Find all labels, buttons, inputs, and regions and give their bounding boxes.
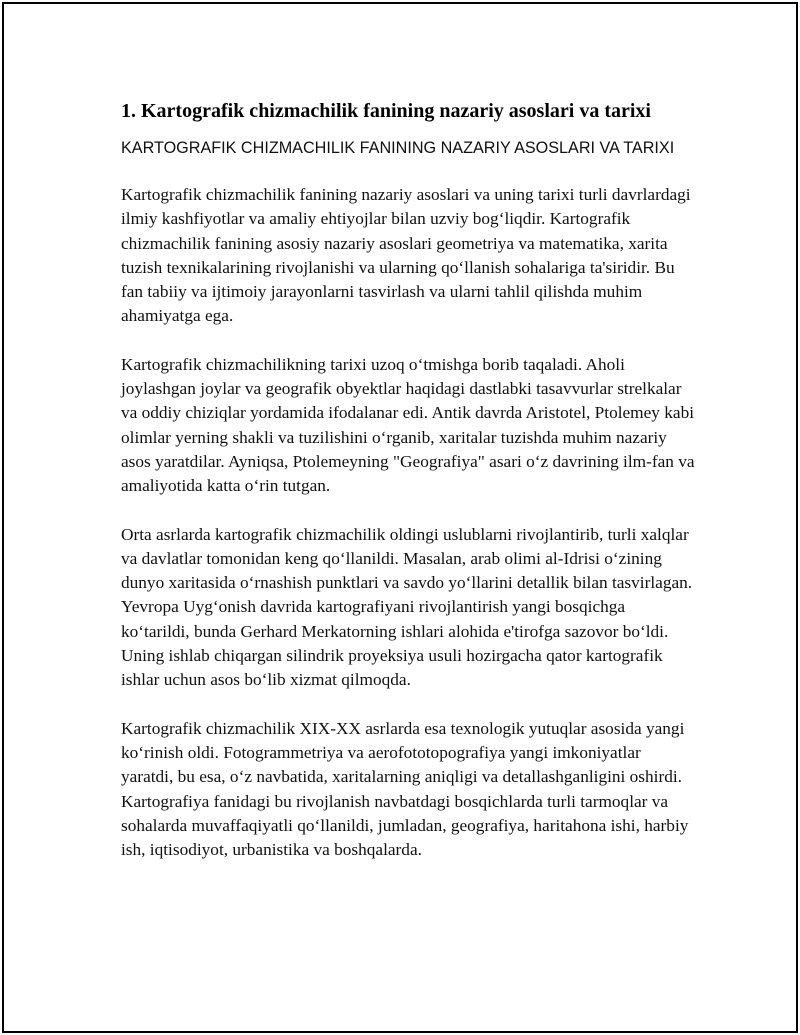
document-heading: 1. Kartografik chizmachilik fanining nazariy asoslari va tarixi xyxy=(121,100,651,122)
paragraph-intro: Kartografik chizmachilik fanining nazariy asoslari va uning tarixi turli davrlardagi ilmiy kashfiyotlar va amaliy ehtiyojlar bilan uzviy bog‘liqdir. Kartografik chizmachilik fanining asosiy nazariy asoslari geometriya va matematika, xarita tuzish texnikalarining rivojlanishi va ularning qo‘llanish sohalariga ta'siridir. Bu fan tabiiy va ijtimoiy jarayonlarni tasvirlash va ularni tahlil qilishda muhim ahamiyatga ega. xyxy=(121,185,691,326)
page-frame xyxy=(2,2,798,1033)
paragraph-history: Kartografik chizmachilikning tarixi uzoq o‘tmishga borib taqaladi. Aholi joylashgan joylar va geografik obyektlar haqidagi dastlabki tasavvurlar strelkalar va oddiy chiziqlar yordamida ifodalanar edi. Antik davrda Aristotel, Ptolemey kabi olimlar yerning shakli va tuzilishini o‘rganib, xaritalar tuzishda muhim nazariy asos yaratdilar. Ayniqsa, Ptolemeyning "Geografiya" asari o‘z davrining ilm-fan va amaliyotida katta o‘rin tutgan. xyxy=(121,354,695,496)
document-body xyxy=(121,97,696,862)
paragraph-modern-era: Kartografik chizmachilik XIX-XX asrlarda esa texnologik yutuqlar asosida yangi ko‘rinish oldi. Fotogrammetriya va aerofototopografiya yangi imkoniyatlar yaratdi, bu esa, o‘z navbatida, xaritalarning aniqligi va detallashganligini oshirdi. Kartografiya fanidagi bu rivojlanish navbatdagi bosqichlarda turli tarmoqlar va sohalarda muvaffaqiyatli qo‘llanildi, jumladan, geografiya, haritahona ishi, harbiy ish, iqtisodiyot, urbanistika va boshqalarda. xyxy=(121,718,689,860)
paragraph-middle-ages: Orta asrlarda kartografik chizmachilik oldingi uslublarni rivojlantirib, turli xalqlar va davlatlar tomonidan keng qo‘llanildi. Masalan, arab olimi al-Idrisi o‘zining dunyo xaritasida o‘rnashish punktlari va savdo yo‘llarini detallik bilan tasvirlagan. Yevropa Uyg‘onish davrida kartografiyani rivojlantirish yangi bosqichga ko‘tarildi, bunda Gerhard Merkatorning ishlari alohida e'tirofga sazovor bo‘ldi. Uning ishlab chiqargan silindrik proyeksiya usuli hozirgacha qator kartografik ishlar uchun asos bo‘lib xizmat qilmoqda. xyxy=(121,524,693,690)
document-subheading: KARTOGRAFIK CHIZMACHILIK FANINING NAZARIY ASOSLARI VA TARIXI xyxy=(121,139,675,157)
